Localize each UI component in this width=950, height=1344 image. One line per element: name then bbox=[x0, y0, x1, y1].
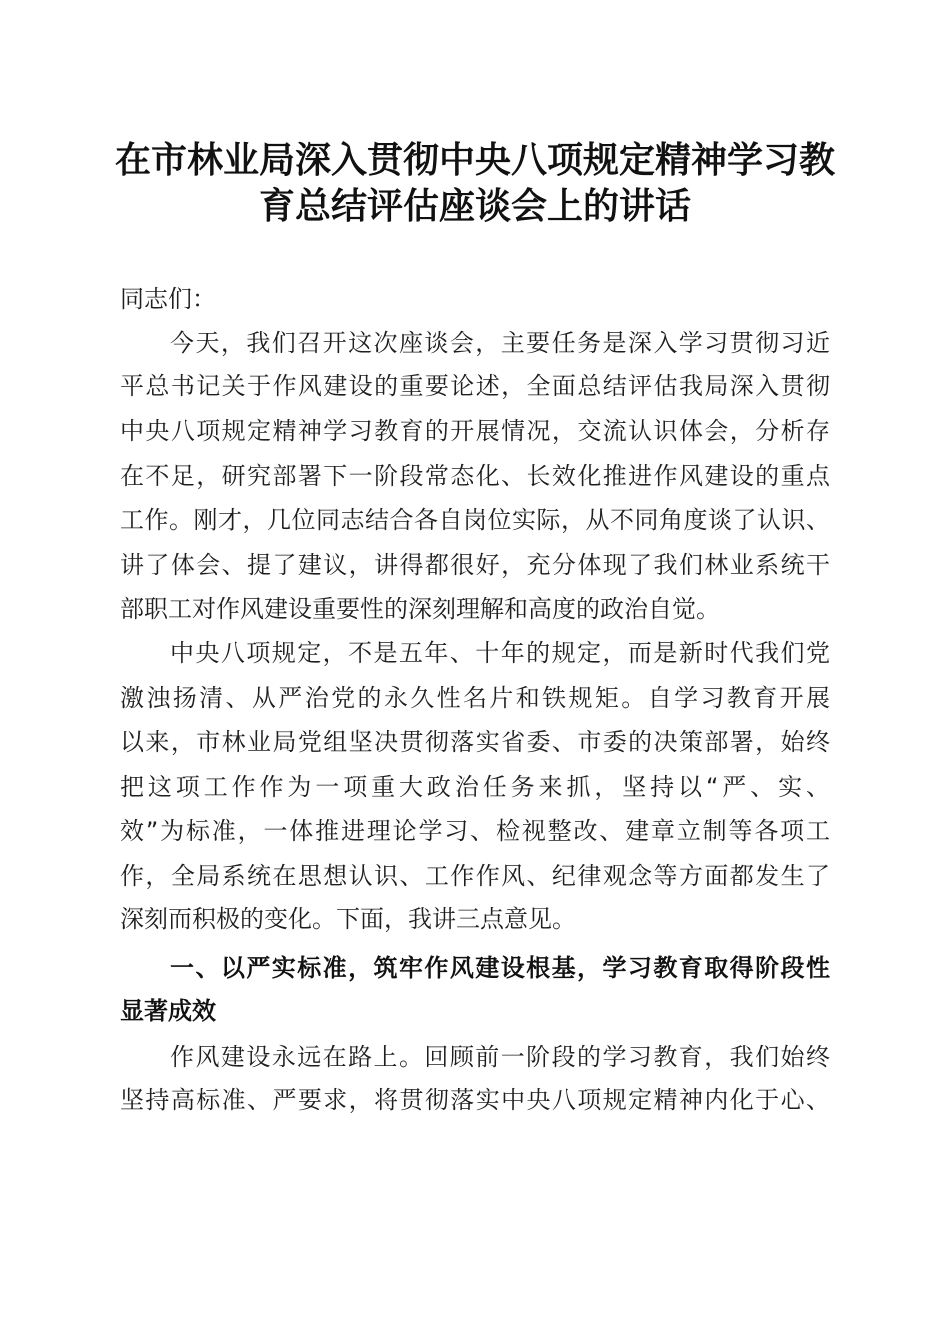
paragraph-2-line-5: 效”为标准，一体推进理论学习、检视整改、建章立制等各项工 bbox=[120, 817, 830, 845]
paragraph-1-line-2: 平总书记关于作风建设的重要论述，全面总结评估我局深入贯彻 bbox=[120, 372, 830, 400]
salutation: 同志们： bbox=[120, 285, 216, 313]
paragraph-2-line-2: 激浊扬清、从严治党的永久性名片和铁规矩。自学习教育开展 bbox=[120, 684, 830, 712]
paragraph-1-line-6: 讲了体会、提了建议，讲得都很好，充分体现了我们林业系统干 bbox=[120, 551, 830, 579]
paragraph-2-line-1: 中央八项规定，不是五年、十年的规定，而是新时代我们党 bbox=[170, 639, 830, 667]
paragraph-1-line-7: 部职工对作风建设重要性的深刻理解和高度的政治自觉。 bbox=[120, 595, 720, 623]
section-heading-line-1: 一、以严实标准，筑牢作风建设根基，学习教育取得阶段性 bbox=[170, 954, 830, 982]
paragraph-1-line-3: 中央八项规定精神学习教育的开展情况，交流认识体会，分析存 bbox=[120, 417, 830, 445]
paragraph-2-line-6: 作，全局系统在思想认识、工作作风、纪律观念等方面都发生了 bbox=[120, 862, 830, 890]
paragraph-2-line-4: 把这项工作作为一项重大政治任务来抓，坚持以“严、实、 bbox=[120, 773, 830, 801]
paragraph-2-line-7: 深刻而积极的变化。下面，我讲三点意见。 bbox=[120, 905, 576, 933]
document-title-line-2: 育总结评估座谈会上的讲话 bbox=[258, 185, 691, 227]
document-title-line-1: 在市林业局深入贯彻中央八项规定精神学习教 bbox=[114, 139, 835, 181]
paragraph-1-line-1: 今天，我们召开这次座谈会，主要任务是深入学习贯彻习近 bbox=[170, 329, 830, 357]
paragraph-3-line-2: 坚持高标准、严要求，将贯彻落实中央八项规定精神内化于心、 bbox=[120, 1086, 830, 1114]
paragraph-3-line-1: 作风建设永远在路上。回顾前一阶段的学习教育，我们始终 bbox=[170, 1043, 830, 1071]
paragraph-1-line-5: 工作。刚才，几位同志结合各自岗位实际，从不同角度谈了认识、 bbox=[120, 506, 830, 534]
paragraph-1-line-4: 在不足，研究部署下一阶段常态化、长效化推进作风建设的重点 bbox=[120, 462, 830, 490]
section-heading-line-2: 显著成效 bbox=[120, 997, 216, 1025]
paragraph-2-line-3: 以来，市林业局党组坚决贯彻落实省委、市委的决策部署，始终 bbox=[120, 728, 830, 756]
